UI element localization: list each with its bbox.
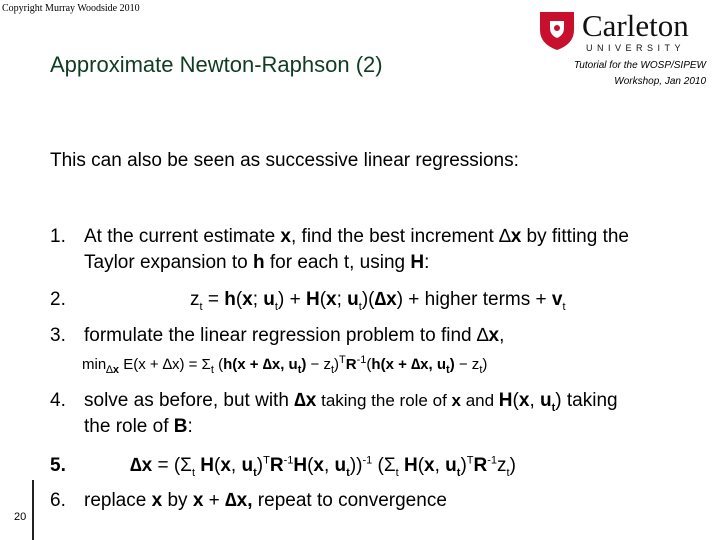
item-number: 2. (50, 289, 66, 310)
page-number: 20 (14, 511, 27, 523)
item-number: 3. (50, 325, 66, 346)
regression-formula: $\min_{\Delta x} E(x + \Delta x) = \Sigma_t$ (h(x + ∆x, $u_t) - z_t)^TR^{-1}(h(x + \Delta x$, $u_t) - z_t$) (82, 354, 488, 376)
tutorial-line-1: Tutorial for the WOSP/SIPEW (573, 60, 706, 71)
item-number: 1. (50, 226, 66, 247)
copyright-text: Copyright Murray Woodside 2010 (2, 3, 140, 14)
taylor-formula: $z_t = h(x$; $u_t) + H(x$; $u_t)(\Delta x)$ + higher terms + $v_t$ (190, 289, 566, 313)
intro-text: This can also be seen as successive linear regressions: (50, 150, 519, 171)
tutorial-note (574, 58, 706, 90)
tutorial-line-2: Workshop, Jan 2010 (614, 76, 706, 87)
left-divider (32, 480, 34, 540)
logo-name: Carleton (582, 8, 689, 43)
item-number: 4. (50, 390, 66, 411)
carleton-logo (536, 8, 712, 54)
solution-formula: $\Delta x = (\Sigma_t$ H(x, $u_t)^TR^{-1}H(x$, $u_t))^{-1}$ ($\Sigma_t$ H(x, $u_t)^TR^{-1}z_t$) (130, 454, 516, 479)
item-number: 5. (50, 455, 66, 476)
item-number: 6. (50, 490, 66, 511)
slide-title: Approximate Newton-Raphson (2) (50, 52, 383, 77)
carleton-shield-icon (540, 12, 574, 50)
logo-sub: UNIVERSITY (586, 43, 686, 53)
